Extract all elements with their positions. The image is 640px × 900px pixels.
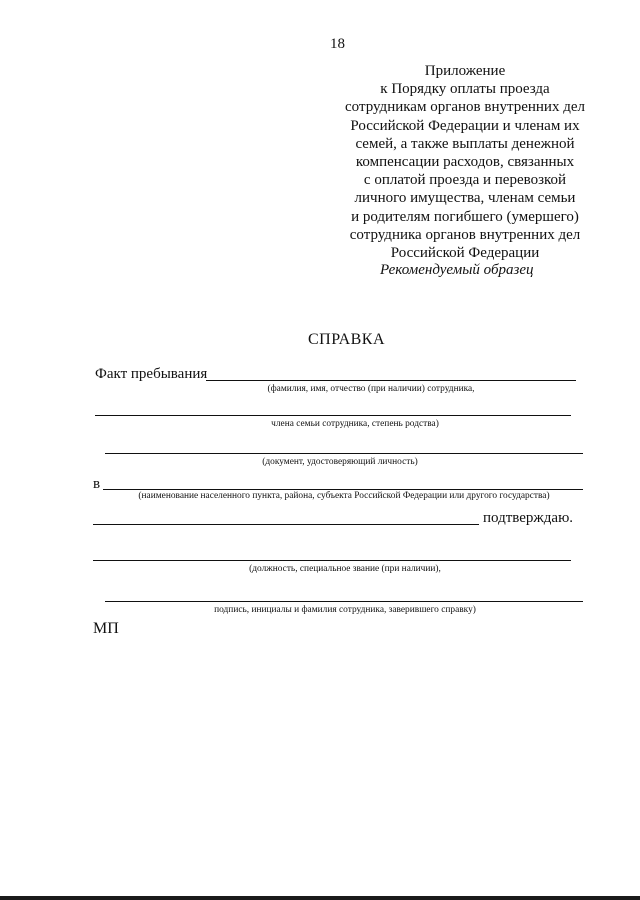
employee-name-caption: (фамилия, имя, отчество (при наличии) сотрудника, bbox=[267, 384, 475, 394]
document-title: СПРАВКА bbox=[308, 331, 386, 348]
place-caption: (наименование населенного пункта, района, субъекта Российской Федерации или другого государства) bbox=[138, 491, 550, 501]
appendix-line: Приложение bbox=[424, 63, 506, 79]
appendix-line: сотрудника органов внутренних дел bbox=[349, 226, 581, 243]
family-member-line[interactable] bbox=[95, 415, 571, 416]
in-label: в bbox=[93, 476, 101, 492]
identity-document-line[interactable] bbox=[105, 453, 583, 454]
signature-line[interactable] bbox=[105, 601, 583, 602]
identity-document-caption: (документ, удостоверяющий личность) bbox=[262, 457, 418, 467]
position-caption: (должность, специальное звание (при наличии), bbox=[249, 564, 441, 574]
stay-label: Факт пребывания bbox=[95, 366, 208, 382]
scan-edge bbox=[0, 896, 640, 900]
appendix-line: Российской Федерации bbox=[390, 245, 540, 262]
page-number: 18 bbox=[330, 36, 345, 52]
employee-name-line[interactable] bbox=[206, 380, 576, 381]
place-continuation-line[interactable] bbox=[93, 524, 479, 525]
appendix-line: к Порядку оплаты проезда bbox=[380, 81, 550, 98]
place-line[interactable] bbox=[103, 489, 583, 490]
appendix-line: сотрудникам органов внутренних дел bbox=[345, 99, 585, 116]
family-member-caption: члена семьи сотрудника, степень родства) bbox=[271, 419, 439, 429]
appendix-line: и родителям погибшего (умершего) bbox=[351, 208, 579, 225]
signature-caption: подпись, инициалы и фамилия сотрудника, заверившего справку) bbox=[214, 605, 476, 615]
appendix-header bbox=[340, 62, 590, 262]
appendix-line: семей, а также выплаты денежной bbox=[355, 135, 575, 152]
confirm-label: подтверждаю. bbox=[483, 510, 574, 526]
position-line[interactable] bbox=[93, 560, 571, 561]
appendix-line: Российской Федерации и членам их bbox=[350, 117, 580, 134]
recommended-sample-note: Рекомендуемый образец bbox=[380, 262, 534, 278]
appendix-line: личного имущества, членам семьи bbox=[354, 190, 576, 207]
appendix-line: компенсации расходов, связанных bbox=[355, 154, 575, 171]
appendix-line: с оплатой проезда и перевозкой bbox=[363, 172, 567, 189]
seal-label: МП bbox=[93, 620, 119, 637]
